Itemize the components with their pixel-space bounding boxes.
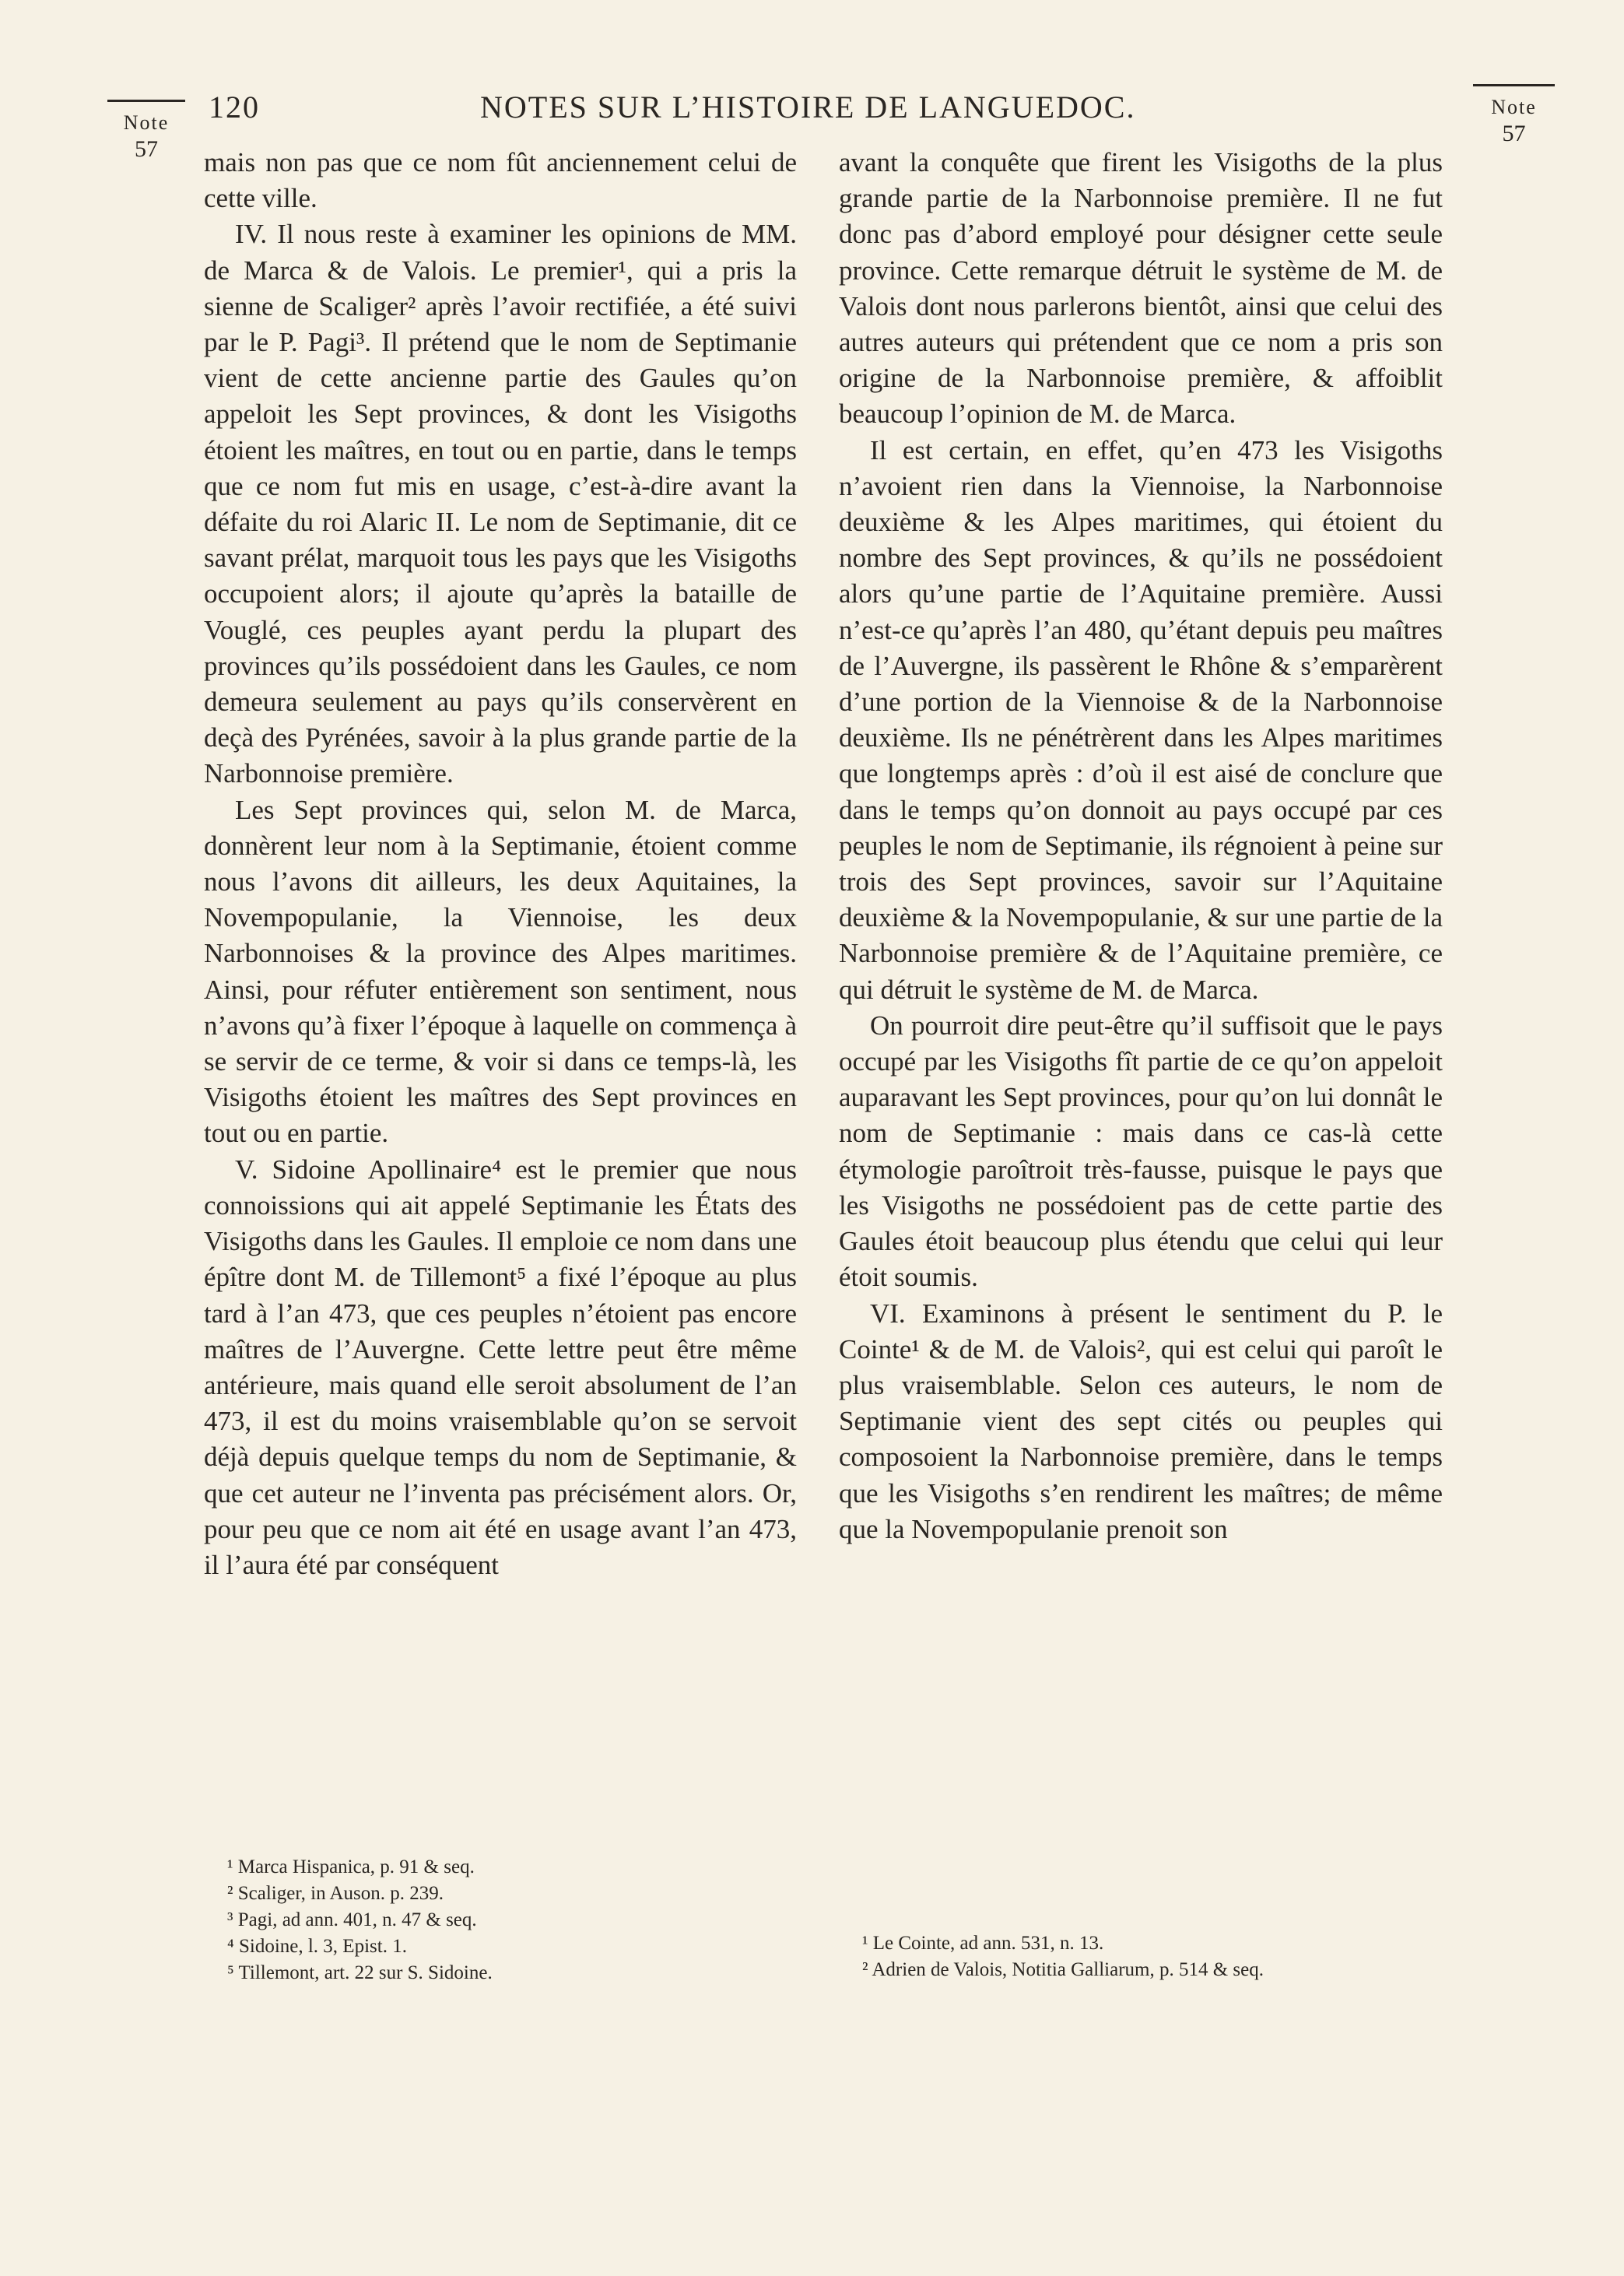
footnote: ² Adrien de Valois, Notitia Galliarum, p. 514 & seq. xyxy=(862,1959,1264,1980)
paragraph: Les Sept provinces qui, selon M. de Marca, donnèrent leur nom à la Septimanie, étoient comme nous l’avons dit ailleurs, les deux Aquitaines, la Novempopulanie, la Viennoise, les deux Narbonnoises & la province des Alpes maritimes. Ainsi, pour réfuter entièrement son sentiment, nous n’avons qu’à fixer l’époque à laquelle on commença à se servir de ce terme, & voir si dans ce temps-là, les Visigoths étoient les maîtres des Sept provinces en tout ou en partie. xyxy=(204,794,797,1149)
footnotes-right xyxy=(862,1930,1442,1983)
right-column xyxy=(839,145,1443,1547)
margin-note-label: Note xyxy=(123,111,170,134)
footnote: ³ Pagi, ad ann. 401, n. 47 & seq. xyxy=(227,1909,477,1930)
footnote: ⁴ Sidoine, l. 3, Epist. 1. xyxy=(227,1936,407,1957)
left-column xyxy=(204,145,797,1583)
margin-note-label: Note xyxy=(1491,96,1537,118)
paragraph: Il est certain, en effet, qu’en 473 les Visigoths n’avoient rien dans la Viennoise, la Narbonnoise deuxième & les Alpes maritimes, qui étoient du nombre des Sept provinces, & qu’ils ne possédoient alors qu’une partie de l’Aquitaine première. Aussi n’est-ce qu’après l’an 480, qu’étant depuis peu maîtres de l’Auvergne, ils passèrent le Rhône & s’emparèrent d’une portion de la Viennoise & de la Narbonnoise deuxième. Ils ne pénétrèrent dans les Alpes maritimes que longtemps après : d’où il est aisé de conclure que dans le temps qu’on donnoit au pays occupé par ces peuples le nom de Septimanie, ils régnoient à peine sur trois des Sept provinces, savoir sur l’Aquitaine deuxième & la Novempopulanie, & sur une partie de la Narbonnoise première & de l’Aquitaine première, ce qui détruit le système de M. de Marca. xyxy=(839,434,1443,1005)
margin-note-number: 57 xyxy=(1502,121,1526,146)
paragraph: mais non pas que ce nom fût anciennement celui de cette ville. xyxy=(204,147,797,214)
footnotes-left xyxy=(227,1854,787,1986)
paragraph: On pourroit dire peut-être qu’il suffisoit que le pays occupé par les Visigoths fît partie de ce qu’on appeloit auparavant les Sept provinces, pour qu’on lui donnât le nom de Septimanie : mais dans ce cas-là cette étymologie paroîtroit très-fausse, puisque le pays que les Visigoths ne possédoient pas de cette partie des Gaules étoit beaucoup plus étendu que celui qui leur étoit soumis. xyxy=(839,1010,1443,1293)
margin-note-number: 57 xyxy=(135,136,158,162)
footnote: ¹ Marca Hispanica, p. 91 & seq. xyxy=(227,1856,475,1877)
paragraph: avant la conquête que firent les Visigoths de la plus grande partie de la Narbonnoise première. Il ne fut donc pas d’abord employé pour désigner cette seule province. Cette remarque détruit le système de M. de Valois dont nous parlerons bientôt, ainsi que celui des autres auteurs qui prétendent que ce nom a pris son origine de la Narbonnoise première, & affoiblit beaucoup l’opinion de M. de Marca. xyxy=(839,147,1443,430)
running-title: NOTES SUR L’HISTOIRE DE LANGUEDOC. xyxy=(480,90,1136,125)
margin-rule xyxy=(107,100,185,102)
paragraph: VI. Examinons à présent le sentiment du P. le Cointe¹ & de M. de Valois², qui est celui qui paroît le plus vraisemblable. Selon ces auteurs, le nom de Septimanie vient des sept cités ou peuples qui composoient la Narbonnoise première, dans le temps que les Visigoths s’en rendirent les maîtres; de même que la Novempopulanie prenoit son xyxy=(839,1298,1443,1544)
footnote: ² Scaliger, in Auson. p. 239. xyxy=(227,1883,444,1904)
margin-note-right xyxy=(1473,84,1555,147)
footnote: ⁵ Tillemont, art. 22 sur S. Sidoine. xyxy=(227,1962,493,1983)
margin-note-left xyxy=(107,100,185,163)
page-header xyxy=(204,84,1449,123)
page-number: 120 xyxy=(209,90,260,125)
footnote: ¹ Le Cointe, ad ann. 531, n. 13. xyxy=(862,1933,1104,1954)
margin-rule xyxy=(1473,84,1555,86)
paragraph: IV. Il nous reste à examiner les opinions de MM. de Marca & de Valois. Le premier¹, qui a pris la sienne de Scaliger² après l’avoir rectifiée, a été suivi par le P. Pagi³. Il prétend que le nom de Septimanie vient de cette ancienne partie des Gaules qu’on appeloit les Sept provinces, & dont les Visigoths étoient les maîtres, en tout ou en partie, dans le temps que ce nom fut mis en usage, c’est-à-dire avant la défaite du roi Alaric II. Le nom de Septimanie, dit ce savant prélat, marquoit tous les pays que les Visigoths occupoient alors; il ajoute qu’après la bataille de Vouglé, ces peuples ayant perdu la plupart des provinces qu’ils possédoient dans les Gaules, ce nom demeura seulement au pays qu’ils conservèrent en deçà des Pyrénées, savoir à la plus grande partie de la Narbonnoise première. xyxy=(204,219,797,789)
paragraph: V. Sidoine Apollinaire⁴ est le premier que nous connoissions qui ait appelé Septimanie les États des Visigoths dans les Gaules. Il emploie ce nom dans une épître dont M. de Tillemont⁵ a fixé l’époque au plus tard à l’an 473, que ces peuples n’étoient pas encore maîtres de l’Auvergne. Cette lettre peut être même antérieure, mais quand elle seroit absolument de l’an 473, il est du moins vraisemblable qu’on se servoit déjà depuis quelque temps du nom de Septimanie, & que cet auteur ne l’inventa pas précisément alors. Or, pour peu que ce nom ait été en usage avant l’an 473, il l’aura été par conséquent xyxy=(204,1154,797,1580)
